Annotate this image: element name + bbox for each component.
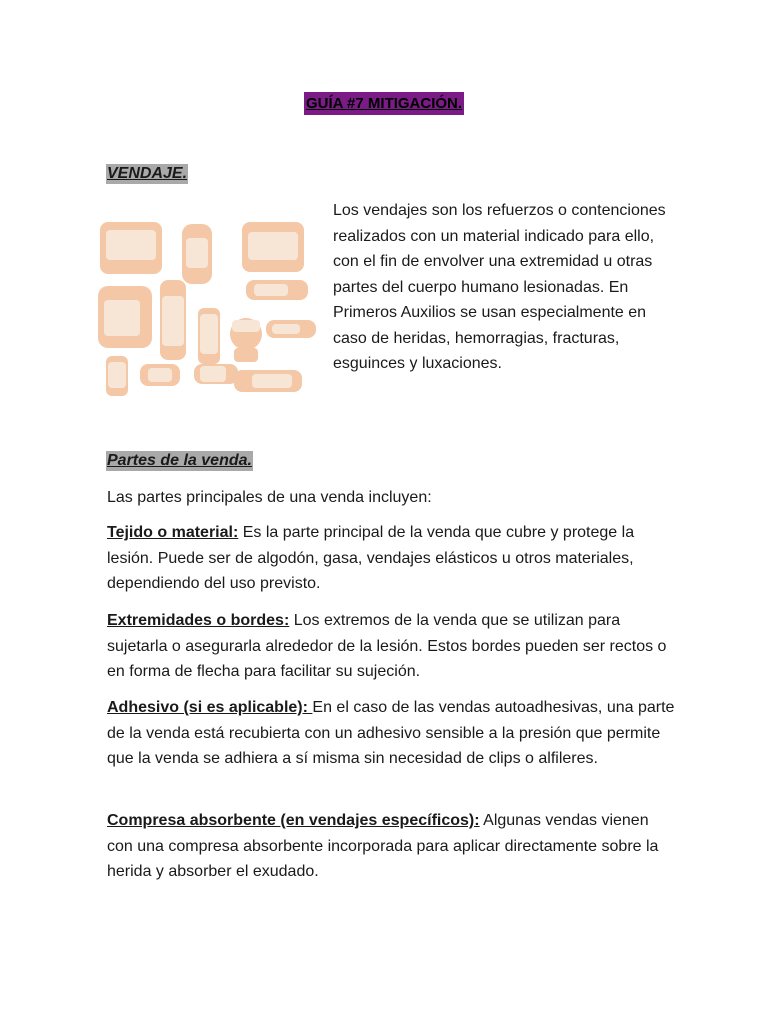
intro-paragraph: Los vendajes son los refuerzos o contenciones realizados con un material indicado para ello, con el fin de envolver una extremidad u otras partes del cuerpo humano lesionadas. En Primeros Auxilios se usan especialmente en caso de heridas, hemorragias, fracturas, esguinces y luxaciones.	[333, 202, 666, 372]
list-item	[107, 695, 677, 772]
page-title: GUÍA #7 MITIGACIÓN.	[304, 92, 464, 115]
list-item	[107, 520, 677, 597]
item-term: Extremidades o bordes:	[107, 612, 290, 629]
bandaged-body-parts-illustration	[96, 216, 320, 400]
item-term: Tejido o material:	[107, 524, 239, 541]
section-heading-partes: Partes de la venda.	[107, 452, 252, 469]
parts-lead: Las partes principales de una venda incluyen:	[107, 489, 432, 506]
item-term: Adhesivo (si es aplicable):	[107, 699, 313, 716]
item-text: En el caso de las vendas autoadhesivas, una parte de la venda está recubierta con un adhesivo sensible a la presión que permite que la venda se adhiera a sí misma sin necesidad de clips o alfileres.	[107, 699, 675, 767]
item-text: Algunas vendas vienen con una compresa absorbente incorporada para aplicar directamente sobre la herida y absorber el exudado.	[107, 812, 659, 880]
item-text: Es la parte principal de la venda que cubre y protege la lesión. Puede ser de algodón, gasa, vendajes elásticos u otros materiales, dependiendo del uso previsto.	[107, 524, 635, 592]
list-item	[107, 808, 677, 885]
section-heading-vendaje: VENDAJE.	[107, 165, 188, 182]
item-term: Compresa absorbente (en vendajes específicos):	[107, 812, 480, 829]
list-item	[107, 608, 677, 685]
item-text: Los extremos de la venda que se utilizan para sujetarla o asegurarla alrededor de la lesión. Estos bordes pueden ser rectos o en forma de flecha para facilitar su sujeción.	[107, 612, 667, 680]
